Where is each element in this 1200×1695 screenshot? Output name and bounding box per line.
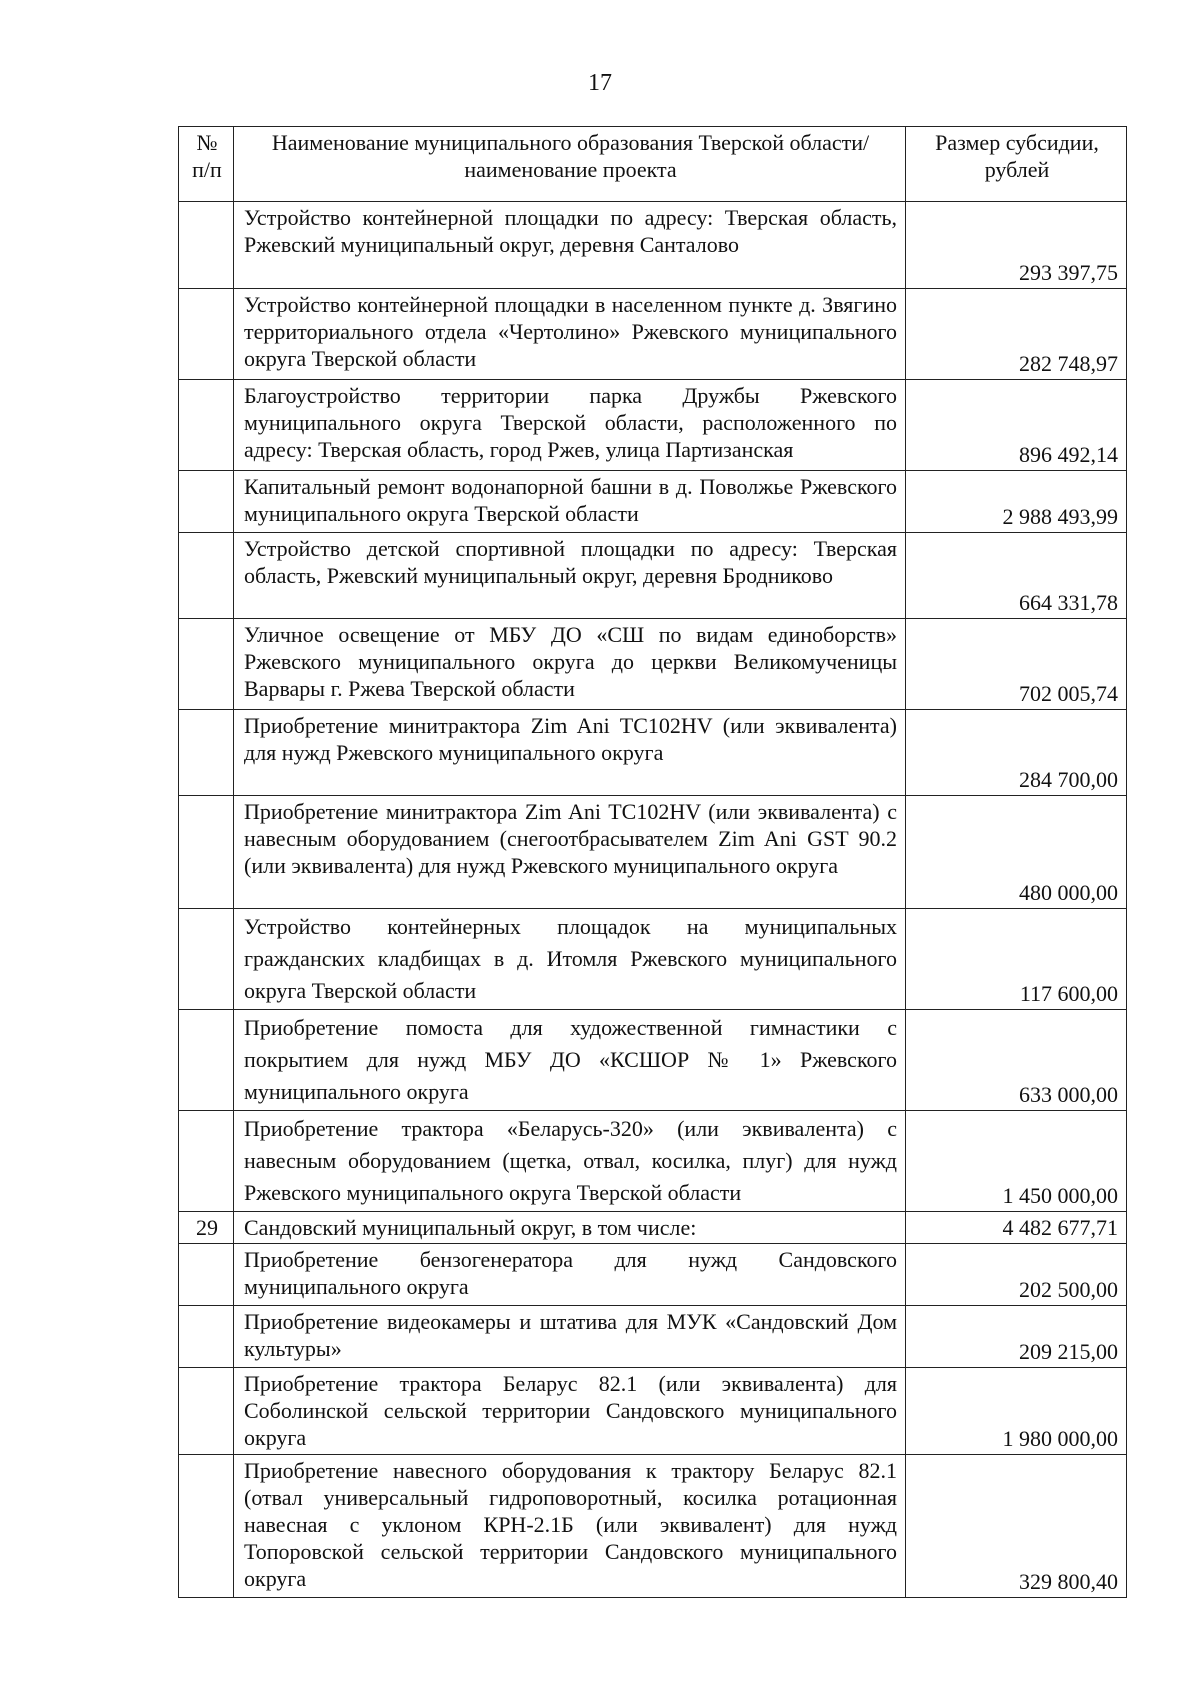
table-row [179, 471, 1127, 533]
subsidy-amount: 202 500,00 [906, 1244, 1127, 1306]
row-num [179, 289, 234, 380]
header-amount: Размер субсидии, рублей [906, 127, 1127, 202]
row-num [179, 909, 234, 1010]
subsidy-amount: 293 397,75 [906, 202, 1127, 289]
subsidy-amount: 4 482 677,71 [906, 1212, 1127, 1244]
project-name: Приобретение минитрактора Zim Ani TC102HV (или эквивалента) для нужд Ржевского муниципального округа [234, 710, 906, 796]
project-name: Капитальный ремонт водонапорной башни в д. Поволжье Ржевского муниципального округа Тверской области [234, 471, 906, 533]
project-name: Приобретение помоста для художественной гимнастики с покрытием для нужд МБУ ДО «КСШОР № 1» Ржевского муниципального округа [234, 1010, 906, 1111]
table-row [179, 380, 1127, 471]
row-num [179, 1010, 234, 1111]
project-name: Устройство контейнерной площадки в населенном пункте д. Звягино территориального отдела «Чертолино» Ржевского муниципального округа Тверской области [234, 289, 906, 380]
table-row [179, 1010, 1127, 1111]
subsidy-amount: 480 000,00 [906, 796, 1127, 909]
project-name: Уличное освещение от МБУ ДО «СШ по видам единоборств» Ржевского муниципального округа до церкви Великомученицы Варвары г. Ржева Тверской области [234, 619, 906, 710]
row-num [179, 202, 234, 289]
table-row [179, 1111, 1127, 1212]
row-num [179, 1368, 234, 1455]
subsidy-amount: 633 000,00 [906, 1010, 1127, 1111]
table-row [179, 202, 1127, 289]
table-row [179, 909, 1127, 1010]
table-row [179, 1306, 1127, 1368]
subsidy-amount: 702 005,74 [906, 619, 1127, 710]
header-name: Наименование муниципального образования Тверской области/наименование проекта [234, 127, 906, 202]
table-row [179, 533, 1127, 619]
row-num [179, 1306, 234, 1368]
subsidy-amount: 2 988 493,99 [906, 471, 1127, 533]
table-row [179, 1368, 1127, 1455]
row-num [179, 619, 234, 710]
table-row [179, 289, 1127, 380]
table-row [179, 619, 1127, 710]
row-num [179, 471, 234, 533]
row-num [179, 1111, 234, 1212]
subsidy-amount: 282 748,97 [906, 289, 1127, 380]
table-row [179, 710, 1127, 796]
subsidy-amount: 896 492,14 [906, 380, 1127, 471]
subsidy-amount: 209 215,00 [906, 1306, 1127, 1368]
table-row [179, 1244, 1127, 1306]
project-name: Приобретение трактора «Беларусь-320» (или эквивалента) с навесным оборудованием (щетка, отвал, косилка, плуг) для нужд Ржевского муниципального округа Тверской области [234, 1111, 906, 1212]
project-name: Приобретение трактора Беларус 82.1 (или эквивалента) для Соболинской сельской территории Сандовского муниципального округа [234, 1368, 906, 1455]
table-row [179, 796, 1127, 909]
row-num [179, 1244, 234, 1306]
row-num [179, 533, 234, 619]
project-name: Приобретение видеокамеры и штатива для МУК «Сандовский Дом культуры» [234, 1306, 906, 1368]
table-row [179, 1455, 1127, 1598]
header-num: № п/п [179, 127, 234, 202]
project-name: Приобретение бензогенератора для нужд Сандовского муниципального округа [234, 1244, 906, 1306]
municipality-name: Сандовский муниципальный округ, в том числе: [234, 1212, 906, 1244]
row-num [179, 710, 234, 796]
row-num [179, 1455, 234, 1598]
subsidy-amount: 329 800,40 [906, 1455, 1127, 1598]
row-num [179, 380, 234, 471]
subsidy-amount: 664 331,78 [906, 533, 1127, 619]
subsidy-amount: 1 450 000,00 [906, 1111, 1127, 1212]
table-header-row [179, 127, 1127, 202]
page-number: 17 [588, 70, 612, 96]
row-num [179, 796, 234, 909]
project-name: Устройство контейнерной площадки по адресу: Тверская область, Ржевский муниципальный округ, деревня Санталово [234, 202, 906, 289]
subsidy-amount: 1 980 000,00 [906, 1368, 1127, 1455]
project-name: Приобретение минитрактора Zim Ani TC102HV (или эквивалента) с навесным оборудованием (снегоотбрасывателем Zim Ani GST 90.2 (или эквивалента) для нужд Ржевского муниципального округа [234, 796, 906, 909]
subsidy-table [178, 126, 1127, 1598]
project-name: Устройство контейнерных площадок на муниципальных гражданских кладбищах в д. Итомля Ржевского муниципального округа Тверской области [234, 909, 906, 1010]
project-name: Устройство детской спортивной площадки по адресу: Тверская область, Ржевский муниципальный округ, деревня Бродниково [234, 533, 906, 619]
project-name: Благоустройство территории парка Дружбы Ржевского муниципального округа Тверской области, расположенного по адресу: Тверская область, город Ржев, улица Партизанская [234, 380, 906, 471]
project-name: Приобретение навесного оборудования к трактору Беларус 82.1 (отвал универсальный гидроповоротный, косилка ротационная навесная с уклоном КРН-2.1Б (или эквивалент) для нужд Топоровской сельской территории Сандовского муниципального округа [234, 1455, 906, 1598]
row-num: 29 [179, 1212, 234, 1244]
subsidy-amount: 117 600,00 [906, 909, 1127, 1010]
table-row-municipality [179, 1212, 1127, 1244]
subsidy-amount: 284 700,00 [906, 710, 1127, 796]
